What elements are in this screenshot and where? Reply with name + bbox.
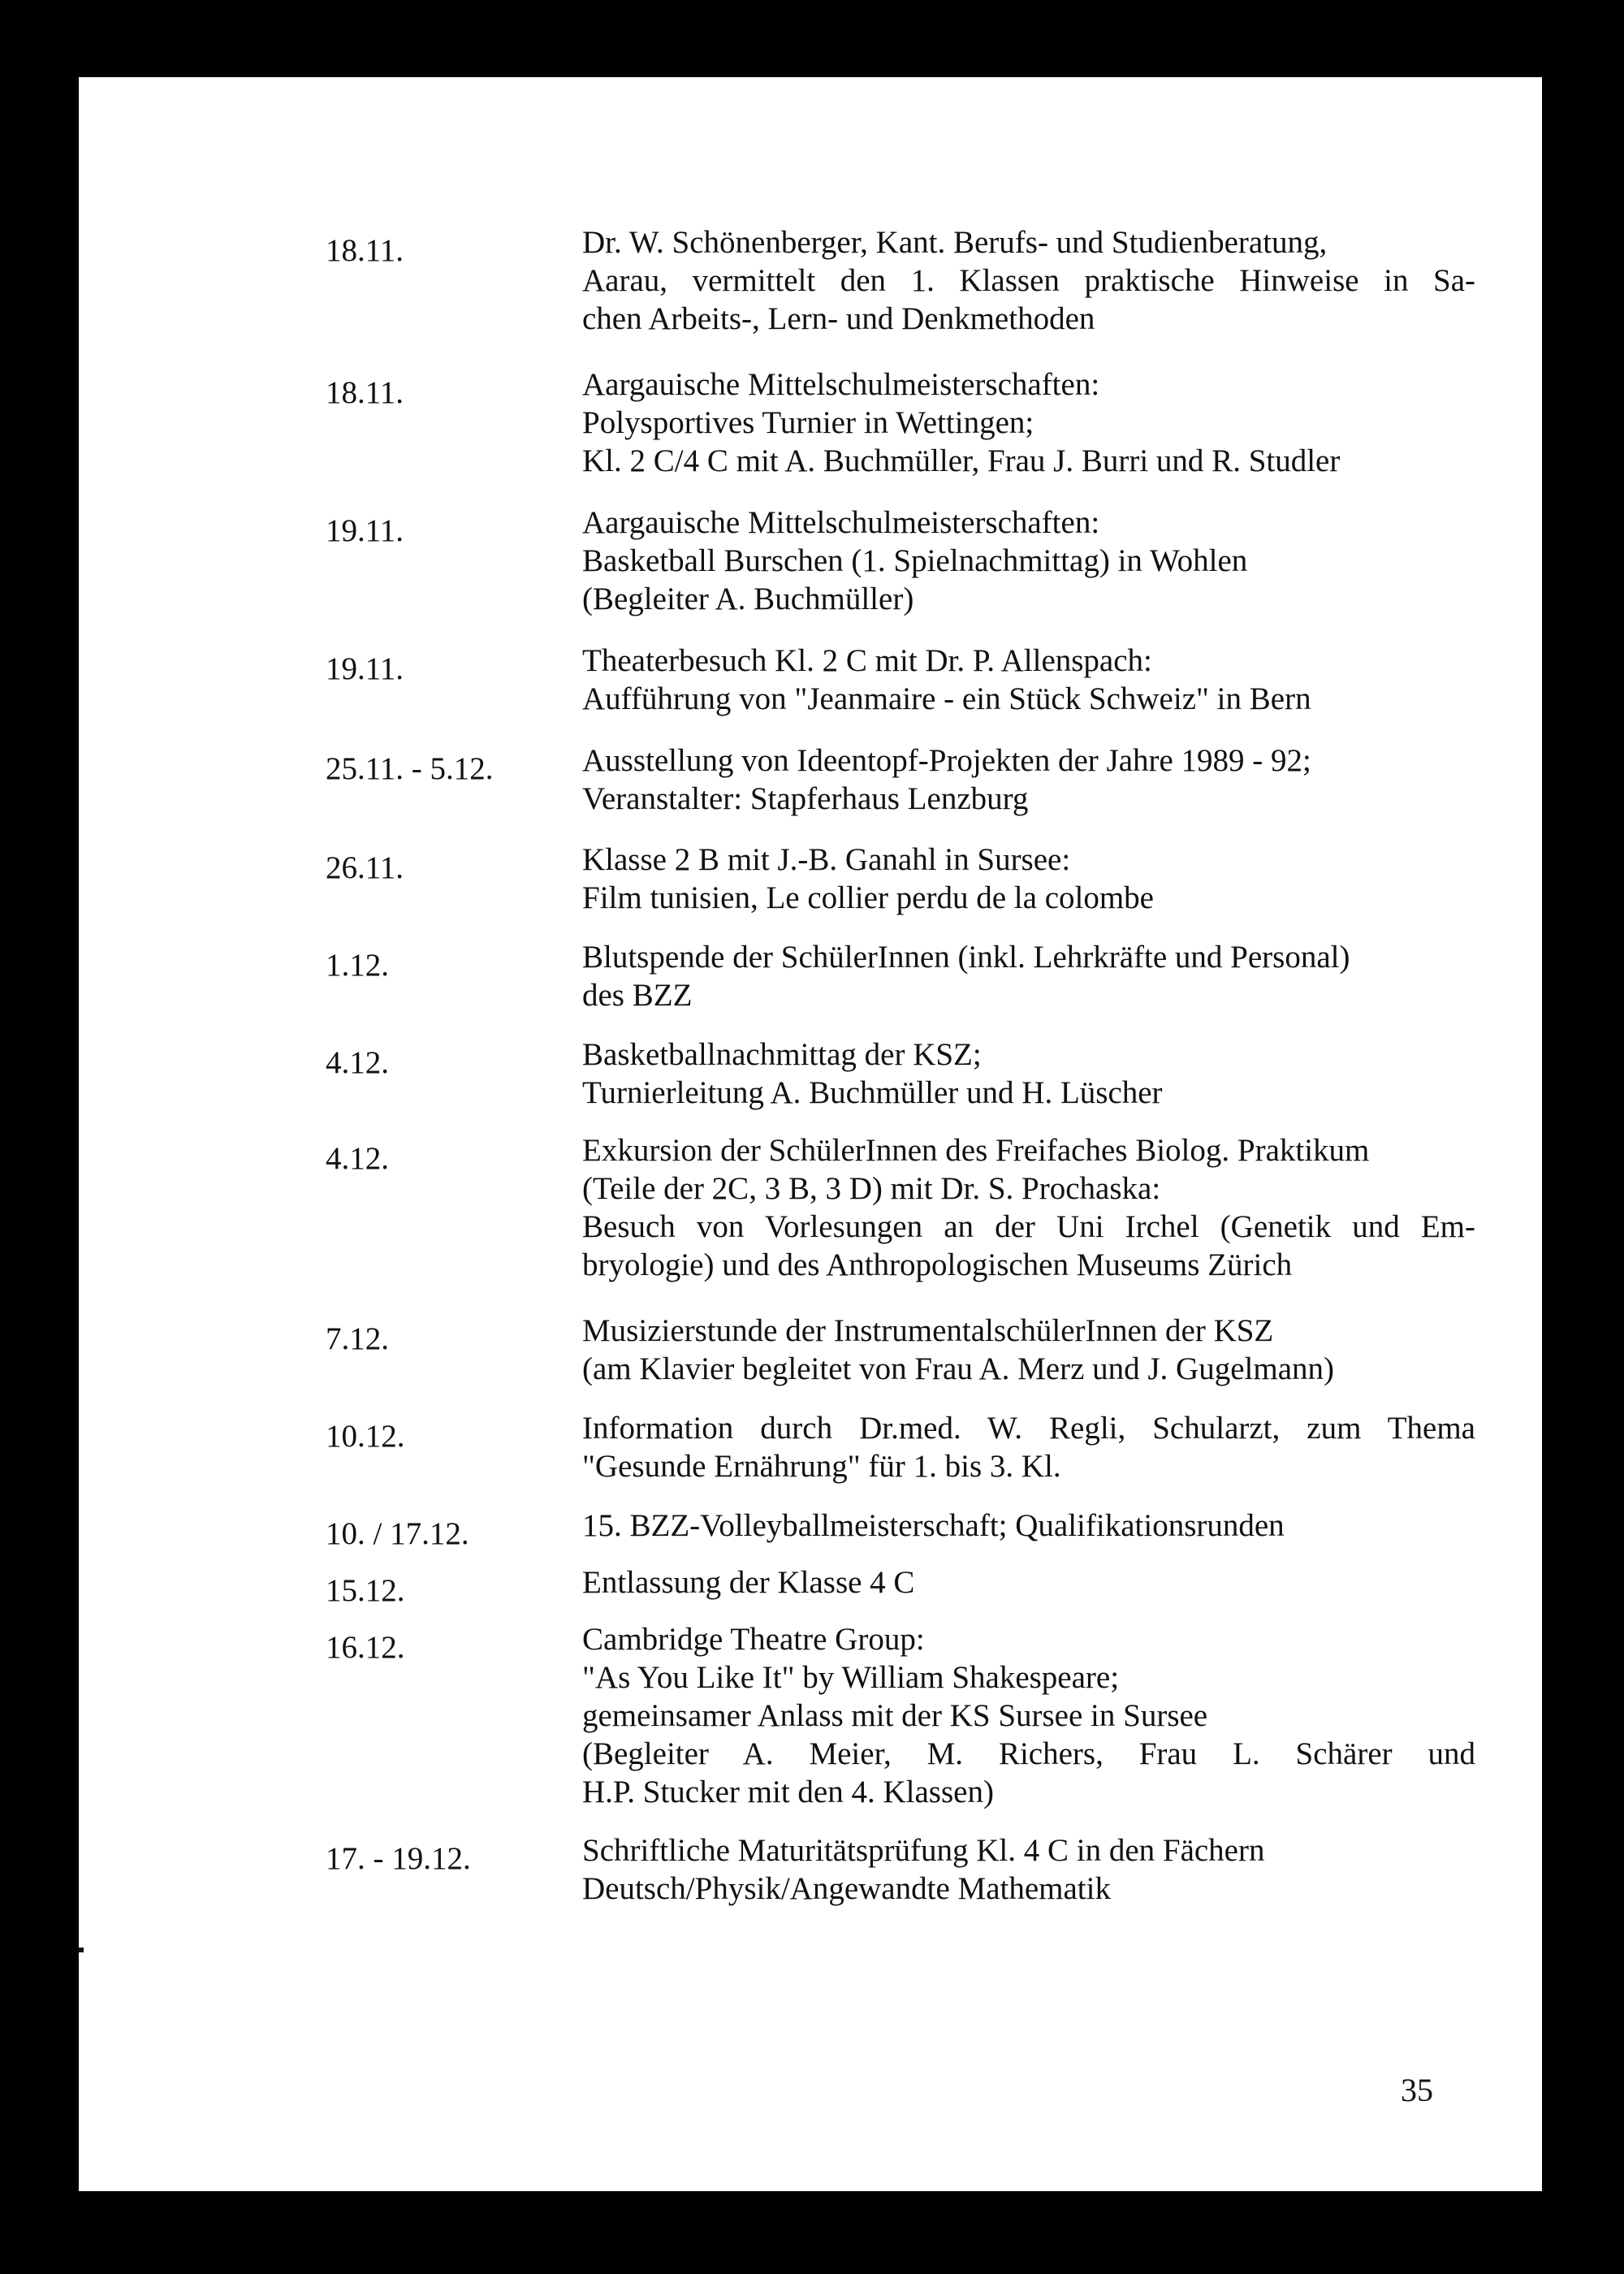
entry-text-line: Basketballnachmittag der KSZ; — [582, 1037, 982, 1072]
entry-date: 25.11. - 5.12. — [326, 751, 494, 786]
entry-text-line: "Gesunde Ernährung" für 1. bis 3. Kl. — [582, 1449, 1061, 1484]
scan-edge-mark — [79, 1948, 84, 1952]
entry-date: 15.12. — [326, 1573, 405, 1608]
entry-text-line: des BZZ — [582, 978, 693, 1013]
entry-text-line: gemeinsamer Anlass mit der KS Sursee in Sursee — [582, 1698, 1208, 1733]
entry-text-line: (am Klavier begleitet von Frau A. Merz und J. Gugelmann) — [582, 1351, 1335, 1386]
entry-date: 19.11. — [326, 651, 404, 686]
entry-description — [582, 741, 1540, 818]
entry-text-line: Theaterbesuch Kl. 2 C mit Dr. P. Allenspach: — [582, 643, 1152, 678]
entry-text-line: Blutspende der SchülerInnen (inkl. Lehrkräfte und Personal) — [582, 940, 1350, 975]
entry-text-line: Aargauische Mittelschulmeisterschaften: — [582, 367, 1100, 402]
chronicle-entries — [79, 77, 1542, 2191]
entry-description — [582, 1507, 1540, 1545]
entry-text-line: Aarau, vermittelt den 1. Klassen praktische Hinweise in Sa- — [582, 263, 1475, 298]
entry-text-line: Information durch Dr.med. W. Regli, Schularzt, zum Thema — [582, 1411, 1475, 1446]
entry-description — [582, 223, 1540, 338]
entry-description — [582, 642, 1540, 718]
entry-date: 10. / 17.12. — [326, 1516, 469, 1551]
entry-text-line: Kl. 2 C/4 C mit A. Buchmüller, Frau J. Burri und R. Studler — [582, 443, 1341, 478]
entry-date: 7.12. — [326, 1321, 389, 1356]
entry-text-line: chen Arbeits-, Lern- und Denkmethoden — [582, 301, 1095, 336]
entry-date: 16.12. — [326, 1630, 405, 1665]
entry-text-line: Basketball Burschen (1. Spielnachmittag) in Wohlen — [582, 543, 1248, 578]
entry-description — [582, 1312, 1540, 1388]
entry-text-line: H.P. Stucker mit den 4. Klassen) — [582, 1775, 994, 1809]
entry-text-line: (Begleiter A. Meier, M. Richers, Frau L. Schärer und — [582, 1736, 1475, 1771]
entry-description — [582, 1035, 1540, 1112]
entry-text-line: Veranstalter: Stapferhaus Lenzburg — [582, 781, 1029, 816]
entry-text-line: Schriftliche Maturitätsprüfung Kl. 4 C in den Fächern — [582, 1833, 1265, 1868]
entry-date: 4.12. — [326, 1045, 389, 1080]
document-page — [79, 77, 1542, 2191]
entry-text-line: Entlassung der Klasse 4 C — [582, 1565, 915, 1600]
entry-text-line: Cambridge Theatre Group: — [582, 1622, 925, 1657]
entry-date: 4.12. — [326, 1141, 389, 1176]
entry-date: 19.11. — [326, 513, 404, 548]
entry-date: 10.12. — [326, 1419, 405, 1454]
entry-text-line: Musizierstunde der InstrumentalschülerInnen der KSZ — [582, 1313, 1274, 1348]
entry-description — [582, 1409, 1540, 1485]
entry-description — [582, 1620, 1540, 1811]
entry-text-line: (Begleiter A. Buchmüller) — [582, 581, 914, 616]
entry-description — [582, 365, 1540, 480]
entry-date: 18.11. — [326, 233, 404, 268]
entry-description — [582, 938, 1540, 1014]
entry-date: 17. - 19.12. — [326, 1841, 471, 1876]
page-number: 35 — [1401, 2072, 1433, 2108]
entry-text-line: Aargauische Mittelschulmeisterschaften: — [582, 505, 1100, 540]
entry-text-line: Turnierleitung A. Buchmüller und H. Lüscher — [582, 1075, 1163, 1110]
entry-description — [582, 504, 1540, 618]
entry-date: 1.12. — [326, 948, 389, 983]
entry-text-line: Ausstellung von Ideentopf-Projekten der Jahre 1989 - 92; — [582, 743, 1311, 778]
entry-description — [582, 841, 1540, 917]
entry-description — [582, 1831, 1540, 1908]
entry-text-line: Film tunisien, Le collier perdu de la colombe — [582, 880, 1154, 915]
entry-text-line: 15. BZZ-Volleyballmeisterschaft; Qualifikationsrunden — [582, 1508, 1285, 1543]
entry-text-line: Klasse 2 B mit J.-B. Ganahl in Sursee: — [582, 842, 1071, 877]
entry-description — [582, 1563, 1540, 1602]
entry-text-line: Dr. W. Schönenberger, Kant. Berufs- und Studienberatung, — [582, 225, 1328, 260]
entry-text-line: Besuch von Vorlesungen an der Uni Irchel (Genetik und Em- — [582, 1209, 1475, 1244]
entry-text-line: Deutsch/Physik/Angewandte Mathematik — [582, 1871, 1111, 1906]
entry-text-line: bryologie) und des Anthropologischen Museums Zürich — [582, 1247, 1293, 1282]
entry-description — [582, 1131, 1540, 1284]
entry-text-line: Polysportives Turnier in Wettingen; — [582, 405, 1034, 440]
entry-text-line: Exkursion der SchülerInnen des Freifaches Biolog. Praktikum — [582, 1133, 1370, 1168]
entry-text-line: (Teile der 2C, 3 B, 3 D) mit Dr. S. Prochaska: — [582, 1171, 1161, 1206]
entry-text-line: "As You Like It" by William Shakespeare; — [582, 1660, 1120, 1695]
entry-date: 18.11. — [326, 375, 404, 410]
entry-text-line: Aufführung von "Jeanmaire - ein Stück Schweiz" in Bern — [582, 681, 1311, 716]
entry-date: 26.11. — [326, 850, 404, 885]
